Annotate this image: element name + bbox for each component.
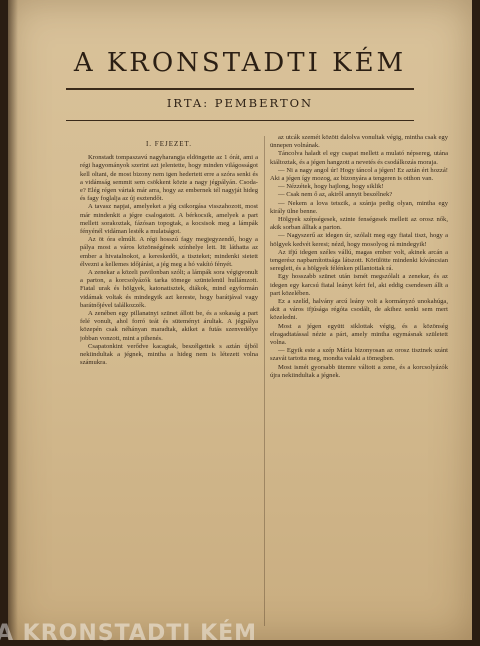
paragraph: — Egyik este a szép Mária bizonyosan az orosz tisztnek szánt szavát tartotta meg, mondta valaki a tömegben. <box>270 347 448 363</box>
paragraph: A tavasz napjai, amelyeket a jég csikorgása visszahozott, most már mindenkit a jégre csalogatott. A bérkocsik, amelyek a part mellett sorakoztak, fázósan topogtak, a kocsisok meg a lámpák fényénél vidáman lesték a mulatságot. <box>80 203 258 236</box>
paragraph: Kronstadt tompaszavú nagyharangja eldöngette az 1 órát, ami a régi hagyományok szerint azt jelentette, hogy minden világosságot kell oltani, de most bizony nem igen hedertett erre a szóra senki és a vidámság semmit sem csökkent közte a nagy jégpályán. Csoda-e? Elég régen vártak már arra, hogy az embernek tél nagyját hideg és fagy foglalja az új esztendőt. <box>80 154 258 203</box>
paragraph: A zenekar a közeli pavilonban szólt; a lámpák sora végigvonult a parton, a korcsolyázók tarka tömege szüntelenül hullámzott. Fiatal urak és hölgyek, katonatisztek, diákok, mind egyformán vidámak voltak és mindegyik azt kereste, hogy barátjával vagy barátnőjével találkozzék. <box>80 269 258 310</box>
paragraph: Most a jégen együtt siklottak végig, és a közönség elragadtatással nézte a párt, amely mintha egymásnak született volna. <box>270 323 448 348</box>
paragraph: Egy hosszabb szünet után ismét megszólalt a zenekar, és az idegen egy karcsú fiatal leányt kért fel, aki eddig csendesen állt a part közelében. <box>270 273 448 298</box>
paragraph: A zenében egy pillanatnyi szünet állott be, és a sokaság a part felé vonult, ahol forró teát és süteményt árultak. A jégpálya közepén csak néhányan maradtak, akiket a futás szenvedélye jobban vonzott, mint a pihenés. <box>80 310 258 343</box>
paragraph: az utcák szemét között dalolva vonultak végig, mintha csak egy ünnepen volnának. <box>270 134 448 150</box>
paragraph: — Nekem a lova tetszik, a szánja pedig olyan, mintha egy király ülne benne. <box>270 200 448 216</box>
title-rule-bottom <box>66 120 414 121</box>
text-column-right <box>270 134 448 634</box>
paragraph: — Ni a nagy angol úr! Hogy táncol a jégen! Ez aztán ért hozzá! Aki a jégen így mozog, az bizonyára a tengeren is otthon van. <box>270 167 448 183</box>
chapter-heading: I. FEJEZET. <box>80 140 258 148</box>
paragraph: — Nagyszerű az idegen úr, szólalt meg egy fiatal tiszt, hogy a hölgyek kedvét keresi; nézd, hogy mosolyog rá mindegyik! <box>270 232 448 248</box>
paragraph: Most ismét gyorsabb ütemre váltott a zene, és a korcsolyázók újra nekiindultak a jégnek. <box>270 364 448 380</box>
paragraph: Táncolva haladt el egy csapat mellett a mulató népsereg, utána kiáltoztak, és a jégen hangzott a nevetés és csodálkozás moraja. <box>270 150 448 166</box>
paragraph: Csapatonkint verődve kacagtak, beszélgettek s aztán újból nekiindultak a jégnek, mintha a hideg nem is létezett volna számukra. <box>80 343 258 368</box>
paragraph: — Nézzétek, hogy hajlong, hogy siklik! <box>270 183 448 191</box>
magazine-page <box>8 0 472 640</box>
paragraph: Az öt óra elmúlt. A régi hosszú fagy megjegyzendő, hogy a pálya most a város közönségének színhelye lett. Itt láthatta az ember a hivatalnokot, a kereskedőt, a tiszteket; mindenki sietett élvezni a kellemes időjárást, a jég meg a hó vakító fényét. <box>80 236 258 269</box>
article-byline: IRTA: PEMBERTON <box>8 96 472 110</box>
overlay-caption: A KRONSTADTI KÉM <box>0 621 257 646</box>
paragraph: Hölgyek szépségesek, szinte fenségesek mellett az orosz nők, akik sorban álltak a parton. <box>270 216 448 232</box>
column-divider <box>264 136 265 626</box>
paragraph: — Csak nem ő az, akiről annyit beszélnek? <box>270 191 448 199</box>
paragraph: Az ifjú idegen széles vállú, magas ember volt, akinek arcán a tengerész napbarnítottsága látszott. Körülötte mindenki kíváncsian sereglett, és a hölgyek félénken pillantottak rá. <box>270 249 448 274</box>
text-column-left <box>80 136 258 636</box>
article-title: A KRONSTADTI KÉM <box>8 48 472 78</box>
title-rule-top <box>66 88 414 90</box>
paragraph: Ez a szelíd, halvány arcú leány volt a kormányzó unokahúga, akit a város ifjúsága régóta csodált, de akihez senki sem mert közeledni. <box>270 298 448 323</box>
